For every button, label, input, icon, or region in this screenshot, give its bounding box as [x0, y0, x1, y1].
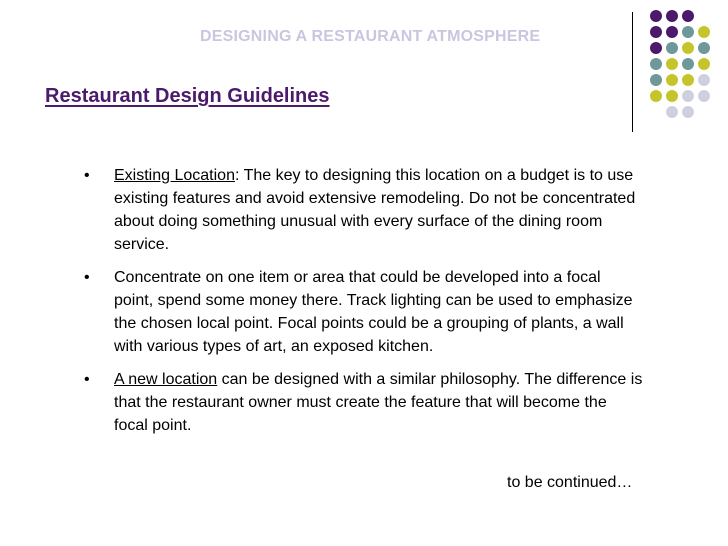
bullet-text: Concentrate on one item or area that could be developed into a focal point, spend some money there. Track lighting can be used to emphasize the chosen local point. Focal points could be a grouping of plants, a wall with various types of art, an exposed kitchen. — [114, 269, 633, 355]
decor-dot — [666, 90, 678, 102]
decor-dot — [698, 74, 710, 86]
bullet-text: : The key to designing this location on a budget is to use existing features and avoid extensive remodeling. Do not be concentrated about doing something unusual with every surface of the dining room service. — [114, 167, 636, 253]
decor-dot — [682, 26, 694, 38]
decor-dot — [682, 90, 694, 102]
decor-dot — [682, 58, 694, 70]
bullet-item — [84, 164, 644, 256]
header-title: DESIGNING A RESTAURANT ATMOSPHERE — [200, 28, 541, 45]
bullet-marker: • — [84, 371, 90, 388]
decor-dot — [650, 90, 662, 102]
decor-dot — [698, 90, 710, 102]
decor-dot — [666, 74, 678, 86]
decor-dot — [682, 74, 694, 86]
continued-note: to be continued… — [507, 474, 633, 491]
bullet-list — [84, 164, 644, 447]
bullet-item — [84, 368, 644, 437]
decor-dot — [650, 74, 662, 86]
slide-title: Restaurant Design Guidelines — [45, 85, 330, 107]
divider-line — [632, 12, 633, 132]
bullet-lead-link[interactable]: A new location — [114, 371, 218, 388]
bullet-text: can be designed with a similar philosophy. The difference is that the restaurant owner must create the feature that will become the focal point. — [114, 371, 643, 434]
decor-dot — [650, 10, 662, 22]
decor-dot — [666, 58, 678, 70]
decor-dot — [666, 42, 678, 54]
decor-dot — [666, 26, 678, 38]
bullet-item — [84, 266, 644, 358]
decor-dot — [698, 42, 710, 54]
bullet-marker: • — [84, 269, 90, 286]
decor-dot — [698, 26, 710, 38]
decor-dot — [682, 10, 694, 22]
decor-dot — [650, 26, 662, 38]
decor-dot — [666, 106, 678, 118]
decor-dot — [650, 42, 662, 54]
decor-dot — [698, 58, 710, 70]
bullet-lead-link[interactable]: Existing Location — [114, 167, 235, 184]
decor-dot — [666, 10, 678, 22]
bullet-marker: • — [84, 167, 90, 184]
decor-dot — [682, 42, 694, 54]
decor-dot — [650, 58, 662, 70]
decor-dot — [682, 106, 694, 118]
